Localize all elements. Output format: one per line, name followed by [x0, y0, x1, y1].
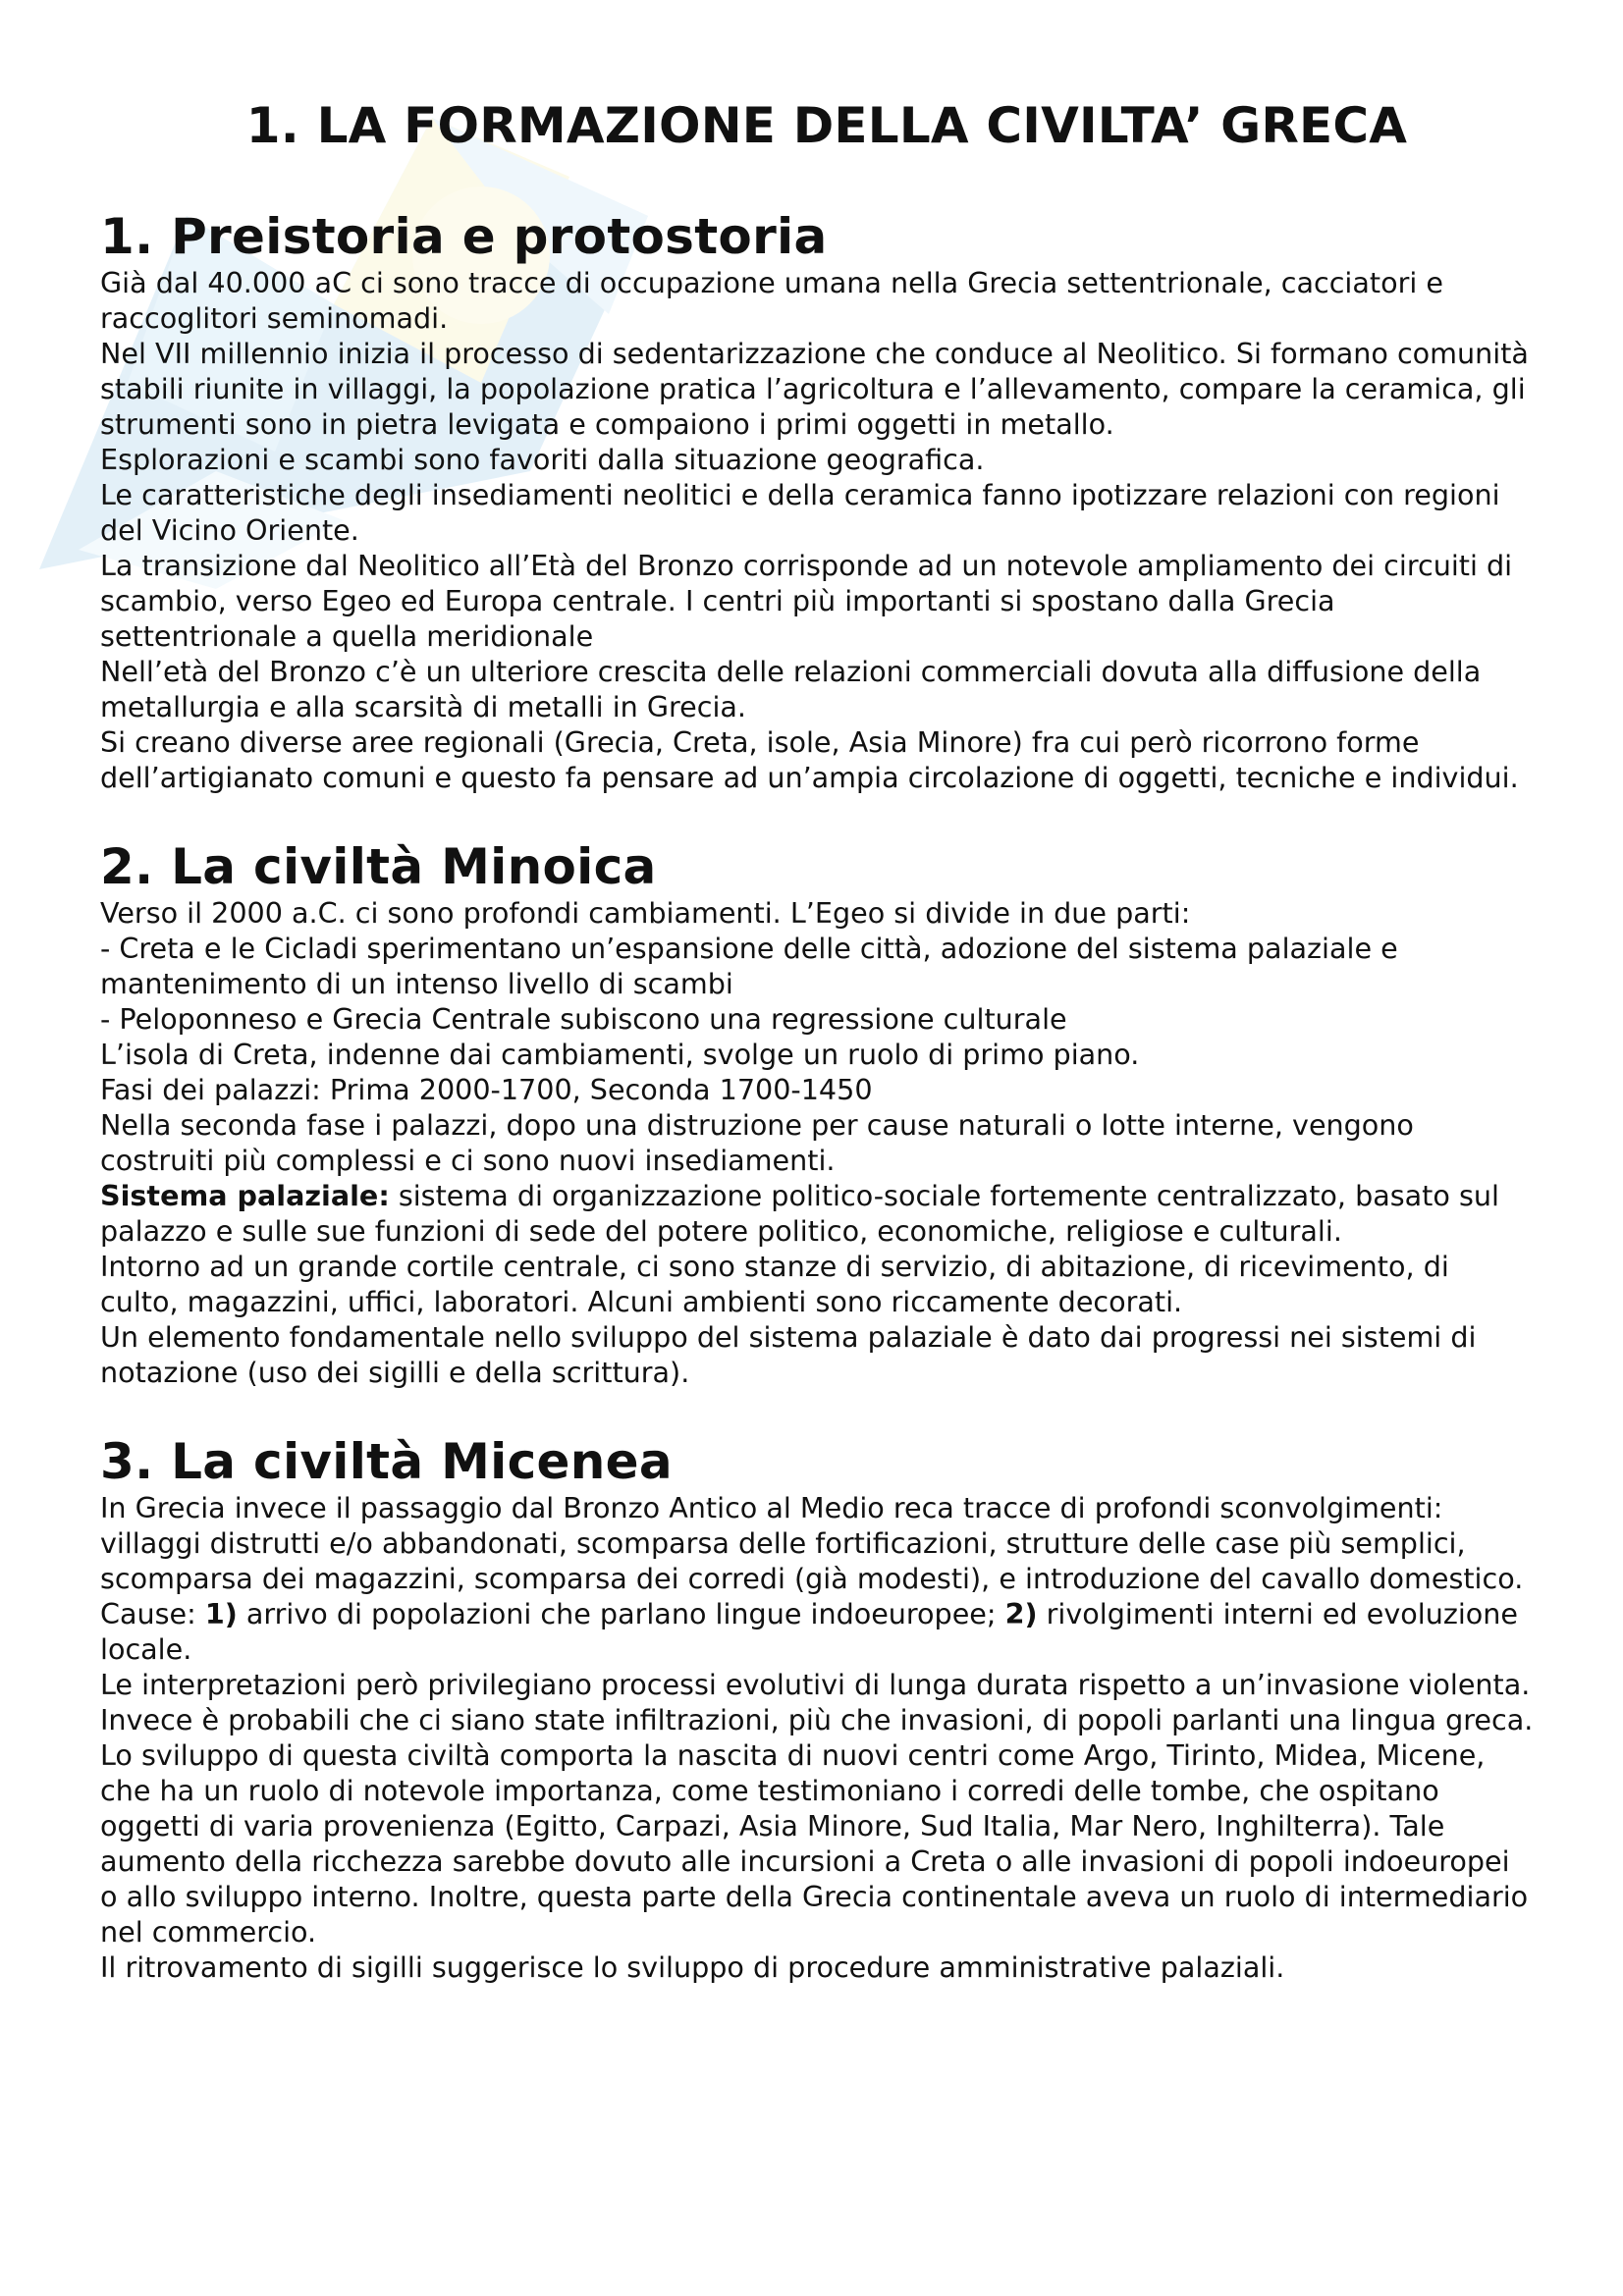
paragraph: Lo sviluppo di questa civiltà comporta la nascita di nuovi centri come Argo, Tirinto, Midea, Micene, che ha un ruolo di notevole importanza, come testimoniano i corredi delle tombe, che ospitano oggetti di varia provenienza (Egitto, Carpazi, Asia Minore, Sud Italia, Mar Nero, Inghilterra). Tale aumento della ricchezza sarebbe dovuto alle incursioni a Creta o alle invasioni di popoli indoeuropei o allo sviluppo interno. Inoltre, questa parte della Grecia continentale aveva un ruolo di intermediario nel commercio.	[100, 1738, 1529, 1949]
paragraph: Nell’età del Bronzo c’è un ulteriore crescita delle relazioni commerciali dovuta alla diffusione della metallurgia e alla scarsità di metalli in Grecia.	[100, 655, 1482, 723]
paragraph: Nella seconda fase i palazzi, dopo una distruzione per cause naturali o lotte interne, vengono costruiti più complessi e ci sono nuovi insediamenti.	[100, 1108, 1414, 1177]
section-heading: 3. La civiltà Micenea	[100, 1433, 673, 1490]
paragraph: Un elemento fondamentale nello sviluppo del sistema palaziale è dato dai progressi nei sistemi di notazione (uso dei sigilli e della scrittura).	[100, 1320, 1477, 1389]
section-heading: 1. Preistoria e protostoria	[100, 208, 828, 265]
paragraph: Si creano diverse aree regionali (Grecia, Creta, isole, Asia Minore) fra cui però ricorrono forme dell’artigianato comuni e questo fa pensare ad un’ampia circolazione di oggetti, tecniche e individui.	[100, 725, 1519, 794]
paragraph: Intorno ad un grande cortile centrale, ci sono stanze di servizio, di abitazione, di ricevimento, di culto, magazzini, uffici, laboratori. Alcuni ambienti sono riccamente decorati.	[100, 1250, 1449, 1318]
cause-text: arrivo di popolazioni che parlano lingue indoeuropee;	[237, 1597, 1005, 1630]
paragraph: Già dal 40.000 aC ci sono tracce di occupazione umana nella Grecia settentrionale, cacciatori e raccoglitori seminomadi.	[100, 266, 1443, 335]
paragraph: La transizione dal Neolitico all’Età del Bronzo corrisponde ad un notevole ampliamento dei circuiti di scambio, verso Egeo ed Europa centrale. I centri più importanti si spostano dalla Grecia settentrionale a quella meridionale	[100, 549, 1513, 653]
paragraph: Invece è probabili che ci siano state infiltrazioni, più che invasioni, di popoli parlanti una lingua greca.	[100, 1703, 1534, 1736]
paragraph: Fasi dei palazzi: Prima 2000-1700, Seconda 1700-1450	[100, 1073, 873, 1106]
paragraph: Il ritrovamento di sigilli suggerisce lo sviluppo di procedure amministrative palaziali.	[100, 1950, 1285, 1984]
paragraph: Nel VII millennio inizia il processo di sedentarizzazione che conduce al Neolitico. Si formano comunità stabili riunite in villaggi, la popolazione pratica l’agricoltura e l’allevamento, compare la ceramica, gli strumenti sono in pietra levigata e compaiono i primi oggetti in metallo.	[100, 337, 1529, 441]
section-preistoria	[100, 208, 1534, 795]
document-title: 1. LA FORMAZIONE DELLA CIVILTA’ GRECA	[245, 97, 1408, 154]
paragraph: In Grecia invece il passaggio dal Bronzo Antico al Medio reca tracce di profondi sconvolgimenti: villaggi distrutti e/o abbandonati, scomparsa delle fortificazioni, strutture delle case più semplici, scomparsa dei magazzini, scomparsa dei corredi (già modesti), e introduzione del cavallo domestico.	[100, 1491, 1524, 1595]
document-page	[100, 94, 1534, 1985]
paragraph: Le caratteristiche degli insediamenti neolitici e della ceramica fanno ipotizzare relazioni con regioni del Vicino Oriente.	[100, 478, 1500, 547]
paragraph: Esplorazioni e scambi sono favoriti dalla situazione geografica.	[100, 443, 985, 476]
paragraph: L’isola di Creta, indenne dai cambiamenti, svolge un ruolo di primo piano.	[100, 1038, 1140, 1071]
section-civilta-micenea	[100, 1433, 1534, 1985]
list-item: - Creta e le Cicladi sperimentano un’espansione delle città, adozione del sistema palaziale e mantenimento di un intenso livello di scambi	[100, 932, 1398, 1000]
section-civilta-minoica	[100, 838, 1534, 1390]
paragraph: Verso il 2000 a.C. ci sono profondi cambiamenti. L’Egeo si divide in due parti:	[100, 896, 1191, 930]
list-item: - Peloponneso e Grecia Centrale subiscono una regressione culturale	[100, 1002, 1067, 1036]
cause-number: 1)	[204, 1597, 238, 1630]
definition-paragraph	[100, 1178, 1534, 1249]
cause-text: rivolgimenti interni ed evoluzione locale.	[100, 1597, 1518, 1666]
causes-paragraph	[100, 1596, 1534, 1667]
definition-term: Sistema palaziale:	[100, 1179, 390, 1212]
cause-number: 2)	[1004, 1597, 1038, 1630]
definition-text: sistema di organizzazione politico-sociale fortemente centralizzato, basato sul palazzo e sulle sue funzioni di sede del potere politico, economiche, religiose e culturali.	[100, 1179, 1499, 1248]
section-heading: 2. La civiltà Minoica	[100, 838, 657, 895]
causes-label: Cause:	[100, 1597, 205, 1630]
paragraph: Le interpretazioni però privilegiano processi evolutivi di lunga durata rispetto a un’invasione violenta.	[100, 1668, 1531, 1701]
